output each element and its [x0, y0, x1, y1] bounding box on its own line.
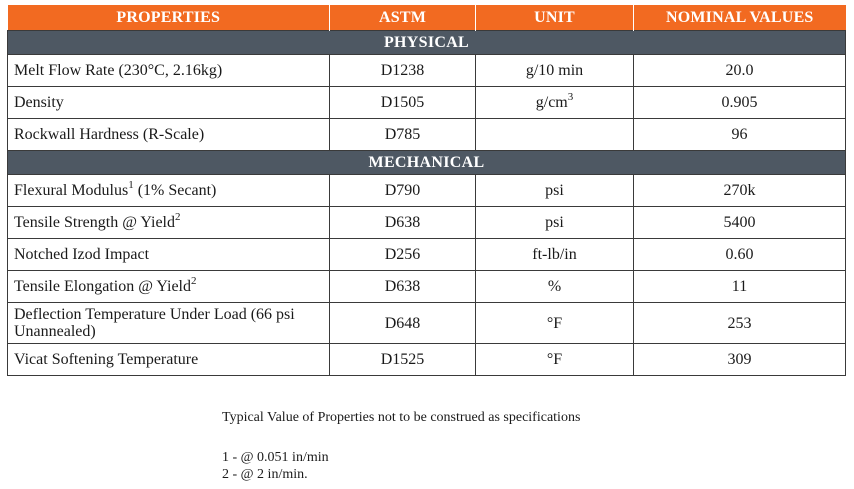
table-row: [8, 87, 846, 119]
header-astm: ASTM: [330, 5, 476, 31]
unit-text: °F: [546, 351, 563, 368]
unit-cell: [476, 207, 634, 239]
property-name: Vicat Softening Temperature: [14, 351, 199, 368]
property-cell: [8, 271, 330, 303]
unit-text: ft-lb/in: [532, 246, 577, 263]
astm-cell: D1525: [330, 344, 476, 376]
value-cell: 96: [634, 119, 846, 151]
value-cell: 0.905: [634, 87, 846, 119]
astm-cell: D638: [330, 207, 476, 239]
table-row: [8, 303, 846, 344]
property-cell: [8, 175, 330, 207]
property-name: Flexural Modulus: [14, 182, 129, 199]
property-suffix: (1% Secant): [133, 182, 217, 199]
property-cell: [8, 87, 330, 119]
footnote-1: 1 - @ 0.051 in/min: [222, 450, 329, 465]
table-row: [8, 207, 846, 239]
astm-cell: D648: [330, 303, 476, 344]
astm-cell: D1238: [330, 55, 476, 87]
section-title: MECHANICAL: [8, 151, 846, 175]
astm-cell: D785: [330, 119, 476, 151]
property-name: Melt Flow Rate (230°C, 2.16kg): [14, 62, 223, 79]
table-row: [8, 344, 846, 376]
astm-cell: D256: [330, 239, 476, 271]
footnotes: [222, 449, 329, 483]
unit-cell: [476, 303, 634, 344]
unit-cell: [476, 239, 634, 271]
property-cell: [8, 344, 330, 376]
unit-cell: [476, 271, 634, 303]
unit-cell: [476, 175, 634, 207]
property-cell: [8, 303, 330, 344]
unit-text: psi: [545, 214, 564, 231]
properties-table: [7, 5, 846, 376]
property-name: Notched Izod Impact: [14, 246, 150, 263]
unit-cell: [476, 55, 634, 87]
unit-text: g/cm: [535, 94, 568, 111]
header-nominal-values: NOMINAL VALUES: [634, 5, 846, 31]
footnote-2: 2 - @ 2 in/min.: [222, 467, 308, 482]
value-cell: 20.0: [634, 55, 846, 87]
table-body: [8, 31, 846, 376]
value-cell: 270k: [634, 175, 846, 207]
astm-cell: D790: [330, 175, 476, 207]
unit-text: %: [547, 278, 562, 295]
disclaimer-note: Typical Value of Properties not to be construed as specifications: [222, 410, 581, 425]
property-cell: [8, 207, 330, 239]
property-name: Deflection Temperature Under Load (66 psi Unannealed): [14, 306, 295, 340]
value-cell: 253: [634, 303, 846, 344]
table-row: [8, 271, 846, 303]
property-cell: [8, 239, 330, 271]
table-row: [8, 239, 846, 271]
property-name: Tensile Elongation @ Yield: [14, 278, 191, 295]
header-unit: UNIT: [476, 5, 634, 31]
property-cell: [8, 119, 330, 151]
property-cell: [8, 55, 330, 87]
unit-cell: [476, 344, 634, 376]
footnote-ref: 2: [175, 210, 181, 223]
unit-exponent: 3: [567, 90, 574, 103]
astm-cell: D1505: [330, 87, 476, 119]
section-title: PHYSICAL: [8, 31, 846, 55]
value-cell: 5400: [634, 207, 846, 239]
section-row: [8, 151, 846, 175]
header-properties: PROPERTIES: [8, 5, 330, 31]
property-name: Rockwall Hardness (R-Scale): [14, 126, 205, 143]
unit-cell: [476, 119, 634, 151]
value-cell: 11: [634, 271, 846, 303]
unit-cell: [476, 87, 634, 119]
table-row: [8, 119, 846, 151]
table-header: [8, 5, 846, 31]
value-cell: 309: [634, 344, 846, 376]
unit-text: psi: [545, 182, 564, 199]
section-row: [8, 31, 846, 55]
table-row: [8, 55, 846, 87]
table-row: [8, 175, 846, 207]
property-name: Density: [14, 94, 64, 111]
property-name: Tensile Strength @ Yield: [14, 214, 175, 231]
astm-cell: D638: [330, 271, 476, 303]
unit-text: g/10 min: [525, 62, 584, 79]
footnote-ref: 1: [128, 178, 134, 191]
value-cell: 0.60: [634, 239, 846, 271]
unit-text: °F: [546, 314, 563, 332]
footnote-ref: 2: [191, 274, 197, 287]
